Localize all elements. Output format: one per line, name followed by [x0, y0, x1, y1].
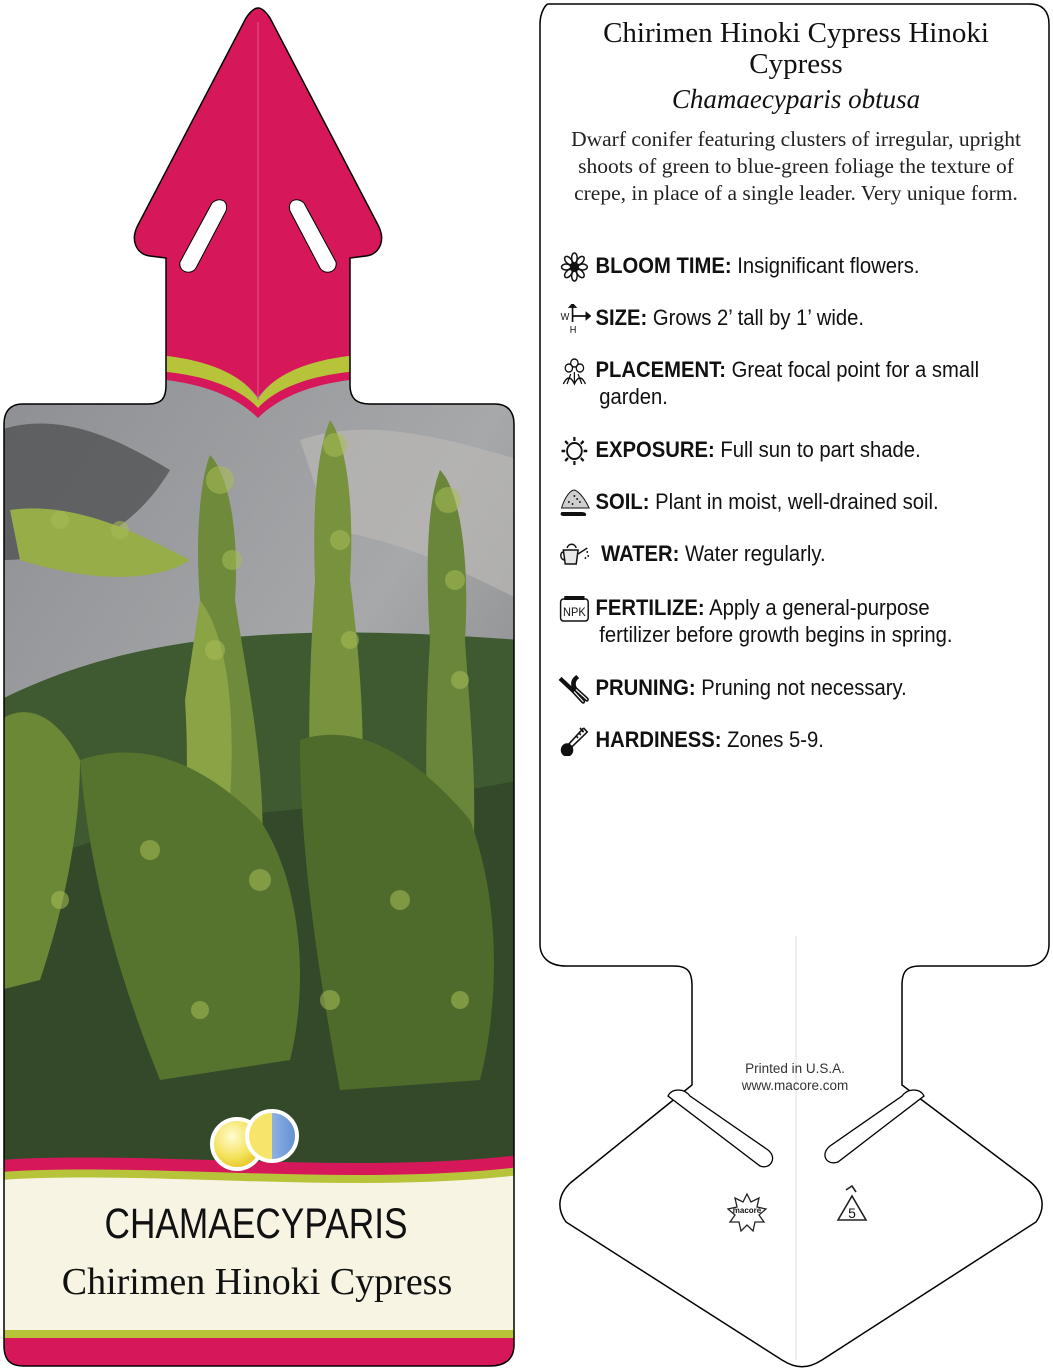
- size-arrows-icon: [558, 304, 591, 334]
- water-value: Water regularly.: [685, 541, 826, 566]
- soil-label: SOIL:: [595, 489, 650, 514]
- pruners-icon: [558, 674, 591, 704]
- name-panel: [0, 1175, 520, 1330]
- water-label: WATER:: [601, 541, 680, 566]
- sun-icon: [558, 436, 591, 466]
- svg-text:W: W: [560, 311, 570, 324]
- printed-line-1: Printed in U.S.A.: [745, 1061, 845, 1076]
- pruning-label: PRUNING:: [595, 675, 696, 700]
- bloom-value: Insignificant flowers.: [737, 253, 920, 278]
- fertilize-value-cont: fertilizer before growth begins in spring.: [599, 622, 953, 647]
- svg-text:H: H: [569, 324, 577, 334]
- exposure-value: Full sun to part shade.: [720, 437, 921, 462]
- soil-trowel-icon: [558, 488, 591, 518]
- placement-value: Great focal point for a small: [731, 357, 980, 382]
- garden-icon: [558, 356, 591, 386]
- fertilize-label: FERTILIZE:: [595, 595, 705, 620]
- hardiness-value: Zones 5-9.: [727, 727, 824, 752]
- latin-name: Chamaecyparis obtusa: [671, 84, 921, 114]
- pruning-value: Pruning not necessary.: [701, 675, 907, 700]
- macore-logo-text: macore: [732, 1206, 762, 1215]
- plant-photo: [0, 380, 520, 1180]
- common-name: Chirimen Hinoki Cypress: [61, 1261, 453, 1303]
- back-title: Chirimen Hinoki Cypress Hinoki Cypress: [603, 17, 989, 80]
- size-value: Grows 2’ tall by 1’ wide.: [652, 305, 865, 330]
- genus-name: CHAMAECYPARIS: [104, 1200, 408, 1248]
- bloom-label: BLOOM TIME:: [595, 253, 732, 278]
- recycle-number: 5: [848, 1205, 856, 1221]
- printed-info: [690, 1060, 900, 1094]
- size-label: SIZE:: [595, 305, 648, 330]
- fertilize-value: Apply a general-purpose: [709, 595, 930, 620]
- thermometer-icon: [558, 726, 591, 756]
- description: Dwarf conifer featuring clusters of irregular, upright shoots of green to blue-green foliage the texture of crepe, in place of a single leader. Very unique form.: [571, 127, 1021, 205]
- placement-value-cont: garden.: [599, 384, 668, 409]
- soil-value: Plant in moist, well-drained soil.: [655, 489, 939, 514]
- placement-label: PLACEMENT:: [595, 357, 726, 382]
- front-tag: [0, 0, 520, 1369]
- hardiness-label: HARDINESS:: [595, 727, 722, 752]
- watering-can-icon: [558, 540, 591, 570]
- flower-icon: [558, 252, 591, 282]
- svg-text:NPK: NPK: [563, 606, 586, 620]
- printed-line-2: www.macore.com: [741, 1078, 849, 1093]
- exposure-label: EXPOSURE:: [595, 437, 715, 462]
- npk-bag-icon: [558, 594, 591, 624]
